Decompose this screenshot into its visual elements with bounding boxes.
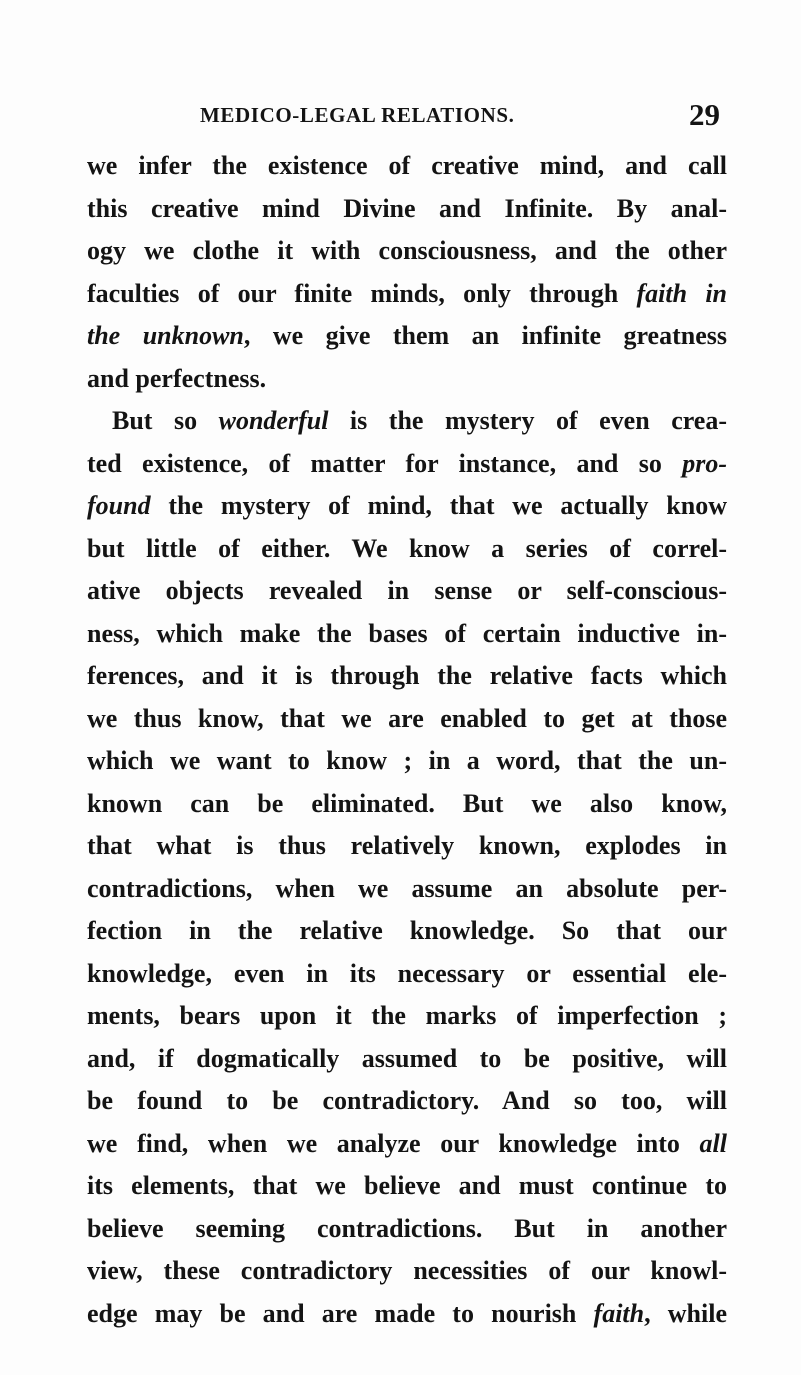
- text-segment: that what is thus relatively known, explodes in: [87, 831, 727, 860]
- text-segment: , while: [644, 1298, 727, 1328]
- text-line: [87, 188, 727, 231]
- italic-text: wonderful: [218, 406, 329, 435]
- text-segment: But so: [112, 406, 219, 435]
- text-segment: this creative mind Divine and Infinite. By anal-: [87, 193, 727, 223]
- running-head: [200, 97, 720, 137]
- text-segment: its elements, that we believe and must continue to: [87, 1171, 727, 1200]
- text-line: [87, 783, 727, 826]
- text-line: [87, 995, 727, 1038]
- text-line: [87, 698, 727, 741]
- text-line: [87, 868, 727, 911]
- text-line: [87, 1080, 727, 1123]
- text-segment: be found to be contradictory. And so too, will: [87, 1086, 727, 1115]
- text-segment: ferences, and it is through the relative facts which: [87, 661, 727, 690]
- text-line: [87, 613, 727, 656]
- text-line: [87, 825, 727, 868]
- text-segment: but little of either. We know a series of correl-: [87, 533, 727, 563]
- italic-text: the unknown: [87, 321, 244, 350]
- text-line: [87, 443, 727, 486]
- text-segment: we find, when we analyze our knowledge into: [87, 1128, 700, 1158]
- text-line: [87, 740, 727, 783]
- text-line: [87, 570, 727, 613]
- text-segment: we infer the existence of creative mind, and call: [87, 151, 727, 180]
- text-line: [87, 1250, 727, 1293]
- italic-text: found: [87, 491, 151, 520]
- text-segment: ments, bears upon it the marks of imperfection ;: [87, 1001, 727, 1030]
- text-segment: is the mystery of even crea-: [328, 406, 728, 435]
- text-segment: the mystery of mind, that we actually know: [150, 491, 727, 520]
- text-segment: faculties of our finite minds, only through: [87, 278, 637, 308]
- text-line: [87, 1208, 727, 1251]
- text-line: [87, 1165, 727, 1208]
- text-line: [87, 315, 727, 358]
- italic-text: faith in: [636, 278, 728, 308]
- text-line: [87, 1038, 727, 1081]
- text-segment: fection in the relative knowledge. So that our: [87, 916, 727, 945]
- text-segment: ative objects revealed in sense or self-conscious-: [87, 576, 727, 605]
- text-line: [87, 1123, 727, 1166]
- text-line: [87, 528, 727, 571]
- text-segment: knowledge, even in its necessary or essential ele-: [87, 958, 727, 988]
- running-title: MEDICO-LEGAL RELATIONS.: [200, 103, 515, 127]
- text-segment: which we want to know ; in a word, that the un-: [87, 746, 727, 775]
- text-segment: and perfectness.: [87, 363, 267, 393]
- text-segment: contradictions, when we assume an absolute per-: [87, 873, 727, 903]
- text-line: [87, 1293, 727, 1336]
- text-segment: believe seeming contradictions. But in another: [87, 1213, 727, 1243]
- text-line: [87, 230, 727, 273]
- text-segment: ness, which make the bases of certain inductive in-: [87, 618, 727, 648]
- text-segment: view, these contradictory necessities of our knowl-: [87, 1256, 727, 1285]
- text-segment: edge may be and are made to nourish: [87, 1298, 594, 1328]
- text-line: [87, 358, 727, 401]
- italic-text: faith: [593, 1298, 645, 1328]
- italic-text: all: [699, 1128, 727, 1158]
- text-line: [87, 273, 727, 316]
- page-number: 29: [689, 97, 720, 132]
- text-segment: , we give them an infinite greatness: [243, 321, 727, 350]
- text-segment: ted existence, of matter for instance, and so: [87, 448, 683, 478]
- text-segment: and, if dogmatically assumed to be positive, will: [87, 1043, 727, 1073]
- italic-text: pro-: [682, 448, 727, 478]
- text-line: [87, 655, 727, 698]
- body-text: [87, 145, 727, 1335]
- text-line: [87, 485, 727, 528]
- text-segment: known can be eliminated. But we also know,: [87, 788, 727, 818]
- text-line: [87, 400, 727, 443]
- text-line: [87, 953, 727, 996]
- text-line: [87, 145, 727, 188]
- text-segment: we thus know, that we are enabled to get at those: [87, 703, 727, 733]
- text-segment: ogy we clothe it with consciousness, and the other: [87, 236, 727, 265]
- text-line: [87, 910, 727, 953]
